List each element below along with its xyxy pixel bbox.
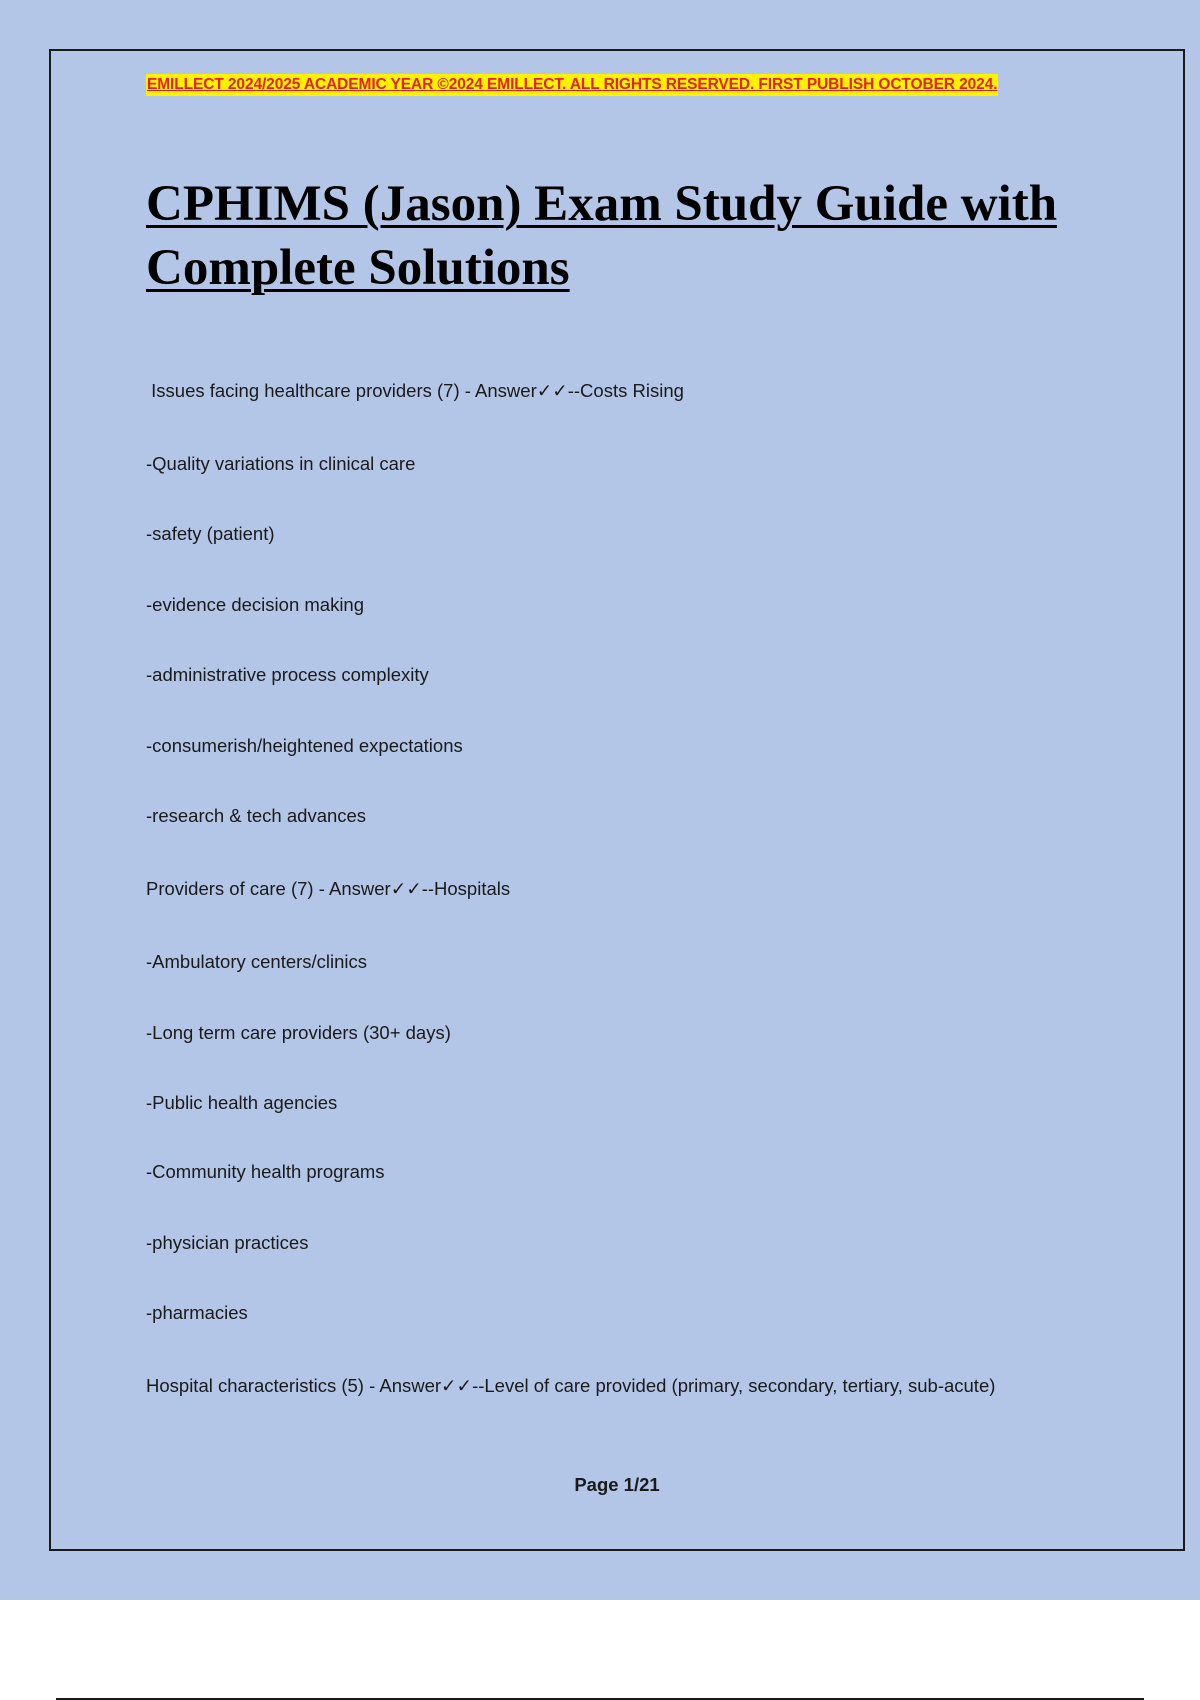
page-number: Page 1/21 <box>574 1474 660 1495</box>
answer-line: -pharmacies <box>146 1302 248 1323</box>
answer-line: -physician practices <box>146 1232 309 1253</box>
answer-line: -consumerish/heightened expectations <box>146 735 463 756</box>
answer-line: -safety (patient) <box>146 523 275 544</box>
question-line: Hospital characteristics (5) - Answer✓✓--Level of care provided (primary, secondary, tertiary, sub-acute) <box>146 1375 996 1396</box>
copyright-notice: EMILLECT 2024/2025 ACADEMIC YEAR ©2024 EMILLECT. ALL RIGHTS RESERVED. FIRST PUBLISH OCTOBER 2024. <box>146 74 998 96</box>
question-line: Providers of care (7) - Answer✓✓--Hospitals <box>146 878 511 899</box>
answer-line: -Ambulatory centers/clinics <box>146 951 368 972</box>
answer-line: -evidence decision making <box>146 594 365 615</box>
answer-line: -administrative process complexity <box>146 664 429 685</box>
document-title: CPHIMS (Jason) Exam Study Guide with Complete Solutions <box>146 176 1058 296</box>
answer-line: -Long term care providers (30+ days) <box>146 1022 451 1043</box>
answer-line: -Community health programs <box>146 1161 385 1182</box>
answer-line: -Quality variations in clinical care <box>146 453 416 474</box>
question-line: Issues facing healthcare providers (7) - Answer✓✓--Costs Rising <box>146 380 684 401</box>
answer-line: -Public health agencies <box>146 1092 338 1113</box>
answer-line: -research & tech advances <box>146 805 367 826</box>
